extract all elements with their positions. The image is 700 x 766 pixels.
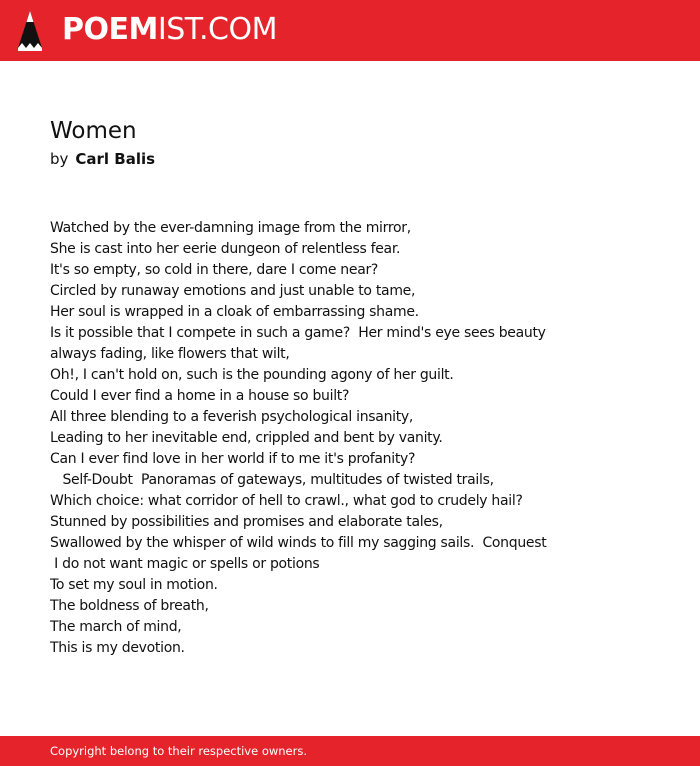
brand-light: IST.COM xyxy=(157,12,277,47)
poem-line: I do not want magic or spells or potions xyxy=(50,556,320,572)
site-footer xyxy=(0,736,700,766)
copyright-text: Copyright belong to their respective owners. xyxy=(50,744,308,758)
author-name: Carl Balis xyxy=(75,150,156,168)
poem-line: It's so empty, so cold in there, dare I come near? xyxy=(50,262,379,278)
poem-line: Stunned by possibilities and promises and elaborate tales, xyxy=(50,514,443,530)
poem-line: This is my devotion. xyxy=(50,640,185,656)
by-label: by xyxy=(50,150,69,168)
poem-line: Oh!, I can't hold on, such is the pounding agony of her guilt. xyxy=(50,367,454,383)
poem-line: Which choice: what corridor of hell to crawl., what god to crudely hail? xyxy=(50,493,523,509)
brand-bold: POEM xyxy=(62,12,158,47)
poem-line: Is it possible that I compete in such a game? Her mind's eye sees beauty xyxy=(50,325,546,341)
poem-line: always fading, like flowers that wilt, xyxy=(50,346,290,362)
site-logo[interactable] xyxy=(62,13,277,47)
poem-line: Could I ever find a home in a house so built? xyxy=(50,388,350,404)
poem-line: All three blending to a feverish psychological insanity, xyxy=(50,409,414,425)
poem-body xyxy=(50,218,670,659)
poem-line: Watched by the ever-damning image from the mirror, xyxy=(50,220,411,236)
poem-line: Circled by runaway emotions and just unable to tame, xyxy=(50,283,416,299)
pencil-icon[interactable] xyxy=(17,10,43,52)
byline xyxy=(50,149,155,169)
poem-line: She is cast into her eerie dungeon of relentless fear. xyxy=(50,241,401,257)
poem-line: To set my soul in motion. xyxy=(50,577,218,593)
poem-title: Women xyxy=(50,118,137,144)
poem-line: Self-Doubt Panoramas of gateways, multitudes of twisted trails, xyxy=(50,472,494,488)
poem-line: Leading to her inevitable end, crippled and bent by vanity. xyxy=(50,430,443,446)
poem-line: Her soul is wrapped in a cloak of embarrassing shame. xyxy=(50,304,419,320)
site-header xyxy=(0,0,700,61)
poem-line: The boldness of breath, xyxy=(50,598,209,614)
poem-line: Swallowed by the whisper of wild winds to fill my sagging sails. Conquest xyxy=(50,535,547,551)
poem-line: Can I ever find love in her world if to me it's profanity? xyxy=(50,451,416,467)
poem-line: The march of mind, xyxy=(50,619,182,635)
